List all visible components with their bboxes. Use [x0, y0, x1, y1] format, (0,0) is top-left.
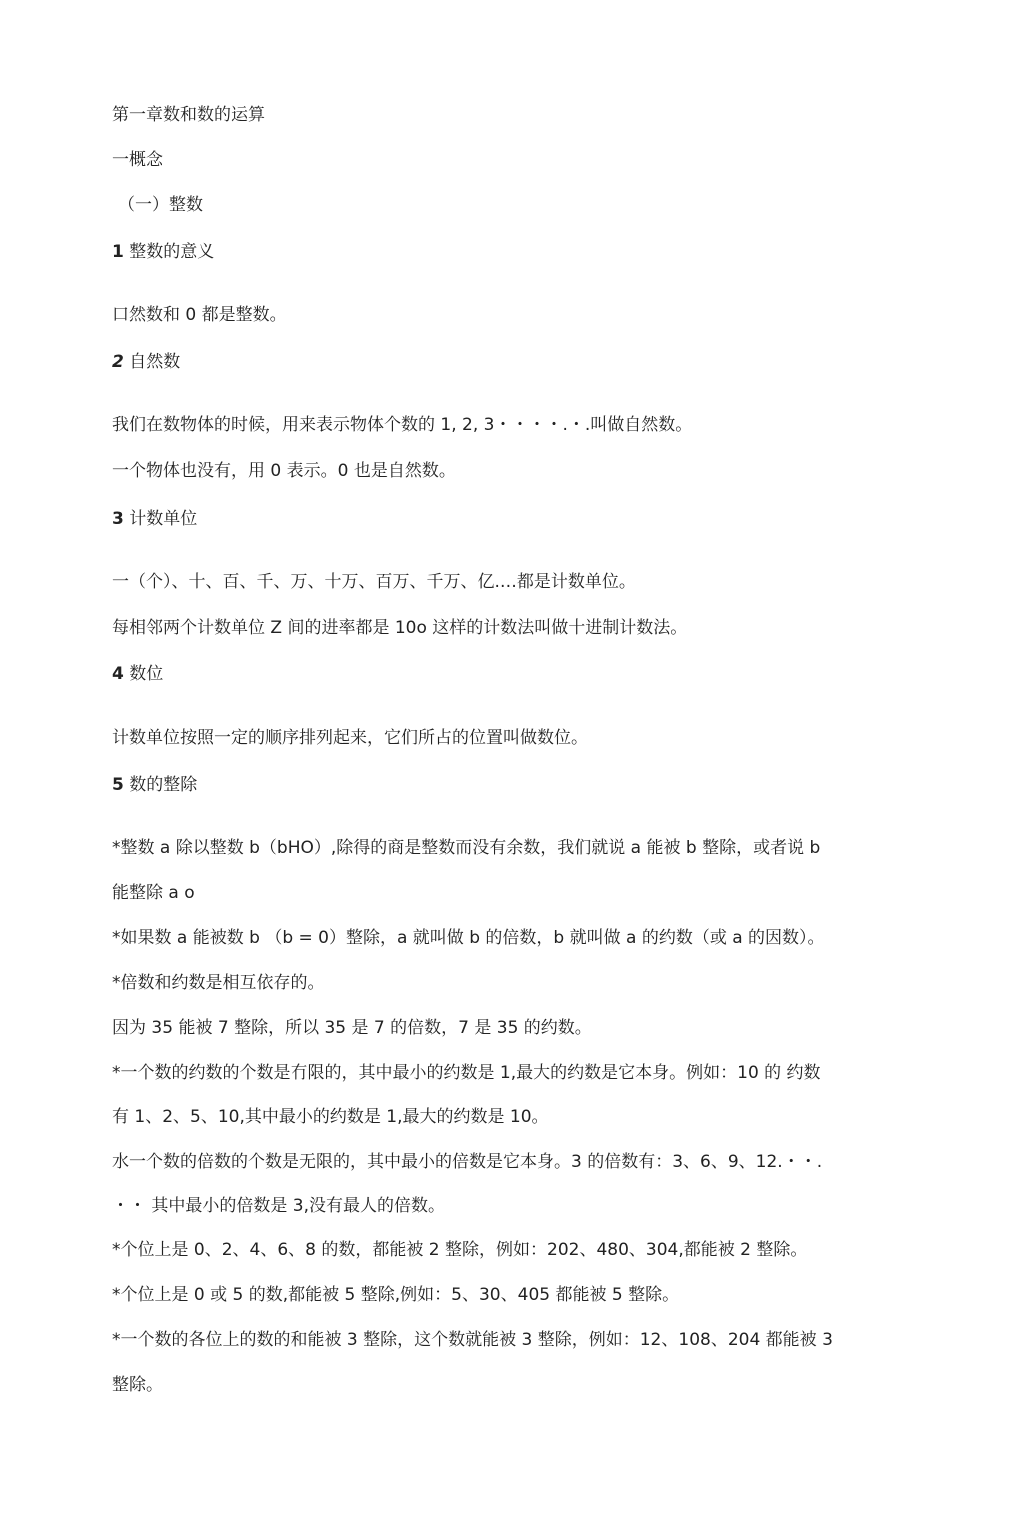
heading-4-text: 数位 [129, 664, 164, 684]
heading-5-number: 5 [112, 775, 124, 795]
paragraph: ・・ 其中最小的倍数是 3,没有最人的倍数。 [112, 1196, 446, 1216]
paragraph: *个位上是 0 或 5 的数,都能被 5 整除,例如：5、30、405 都能被 5 整除。 [112, 1285, 680, 1305]
heading-2 [112, 351, 180, 373]
paragraph: *一个数的各位上的数的和能被 3 整除，这个数就能被 3 整除，例如：12、108、204 都能被 3 [112, 1330, 833, 1350]
paragraph: 计数单位按照一定的顺序排列起来，它们所占的位置叫做数位。 [112, 728, 588, 748]
heading-2-text: 自然数 [129, 352, 181, 372]
heading-5-text: 数的整除 [129, 775, 198, 795]
paragraph: 一个物体也没有，用 0 表示。0 也是自然数。 [112, 461, 456, 481]
paragraph: *如果数 a 能被数 b （b = 0）整除，a 就叫做 b 的倍数，b 就叫做 a 的约数（或 a 的因数）。 [112, 928, 825, 948]
chapter-title: 第一章数和数的运算 [112, 105, 265, 125]
paragraph: *整数 a 除以整数 b（bHO）,除得的商是整数而没有余数，我们就说 a 能被 b 整除，或者说 b [112, 838, 821, 858]
paragraph: 能整除 a o [112, 883, 195, 903]
paragraph: *一个数的约数的个数是冇限的，其中最小的约数是 1,最大的约数是它本身。例如：10 的 约数 [112, 1063, 821, 1083]
paragraph: 每相邻两个计数单位 Z 间的进率都是 10o 这样的计数法叫做十进制计数法。 [112, 618, 688, 638]
heading-3-number: 3 [112, 509, 124, 529]
paragraph: 水一个数的倍数的个数是无限的，其中最小的倍数是它本身。3 的倍数有：3、6、9、12.・・. [112, 1152, 823, 1172]
heading-1-text: 整数的意义 [129, 242, 215, 262]
subsection-heading: （一）整数 [118, 195, 203, 215]
paragraph: *个位上是 0、2、4、6、8 的数，都能被 2 整除，例如：202、480、304,都能被 2 整除。 [112, 1240, 808, 1260]
heading-1 [112, 241, 214, 263]
paragraph: 因为 35 能被 7 整除，所以 35 是 7 的倍数，7 是 35 的约数。 [112, 1018, 592, 1038]
paragraph: 整除。 [112, 1375, 163, 1395]
heading-4 [112, 663, 163, 685]
heading-4-number: 4 [112, 664, 124, 684]
paragraph: 口然数和 0 都是整数。 [112, 305, 287, 325]
section-heading: 一概念 [112, 150, 163, 170]
heading-1-number: 1 [112, 242, 124, 262]
heading-3 [112, 508, 197, 530]
heading-5 [112, 774, 197, 796]
paragraph: 我们在数物体的时候，用来表示物体个数的 1, 2, 3・・・・.・.叫做自然数。 [112, 415, 693, 435]
paragraph: *倍数和约数是相互依存的。 [112, 973, 325, 993]
heading-2-number: 2 [112, 352, 124, 372]
paragraph: 一（个）、十、百、千、万、十万、百万、千万、亿.…都是计数单位。 [112, 572, 636, 592]
heading-3-text: 计数单位 [129, 509, 198, 529]
paragraph: 有 1、2、5、10,其中最小的约数是 1,最大的约数是 10。 [112, 1107, 549, 1127]
